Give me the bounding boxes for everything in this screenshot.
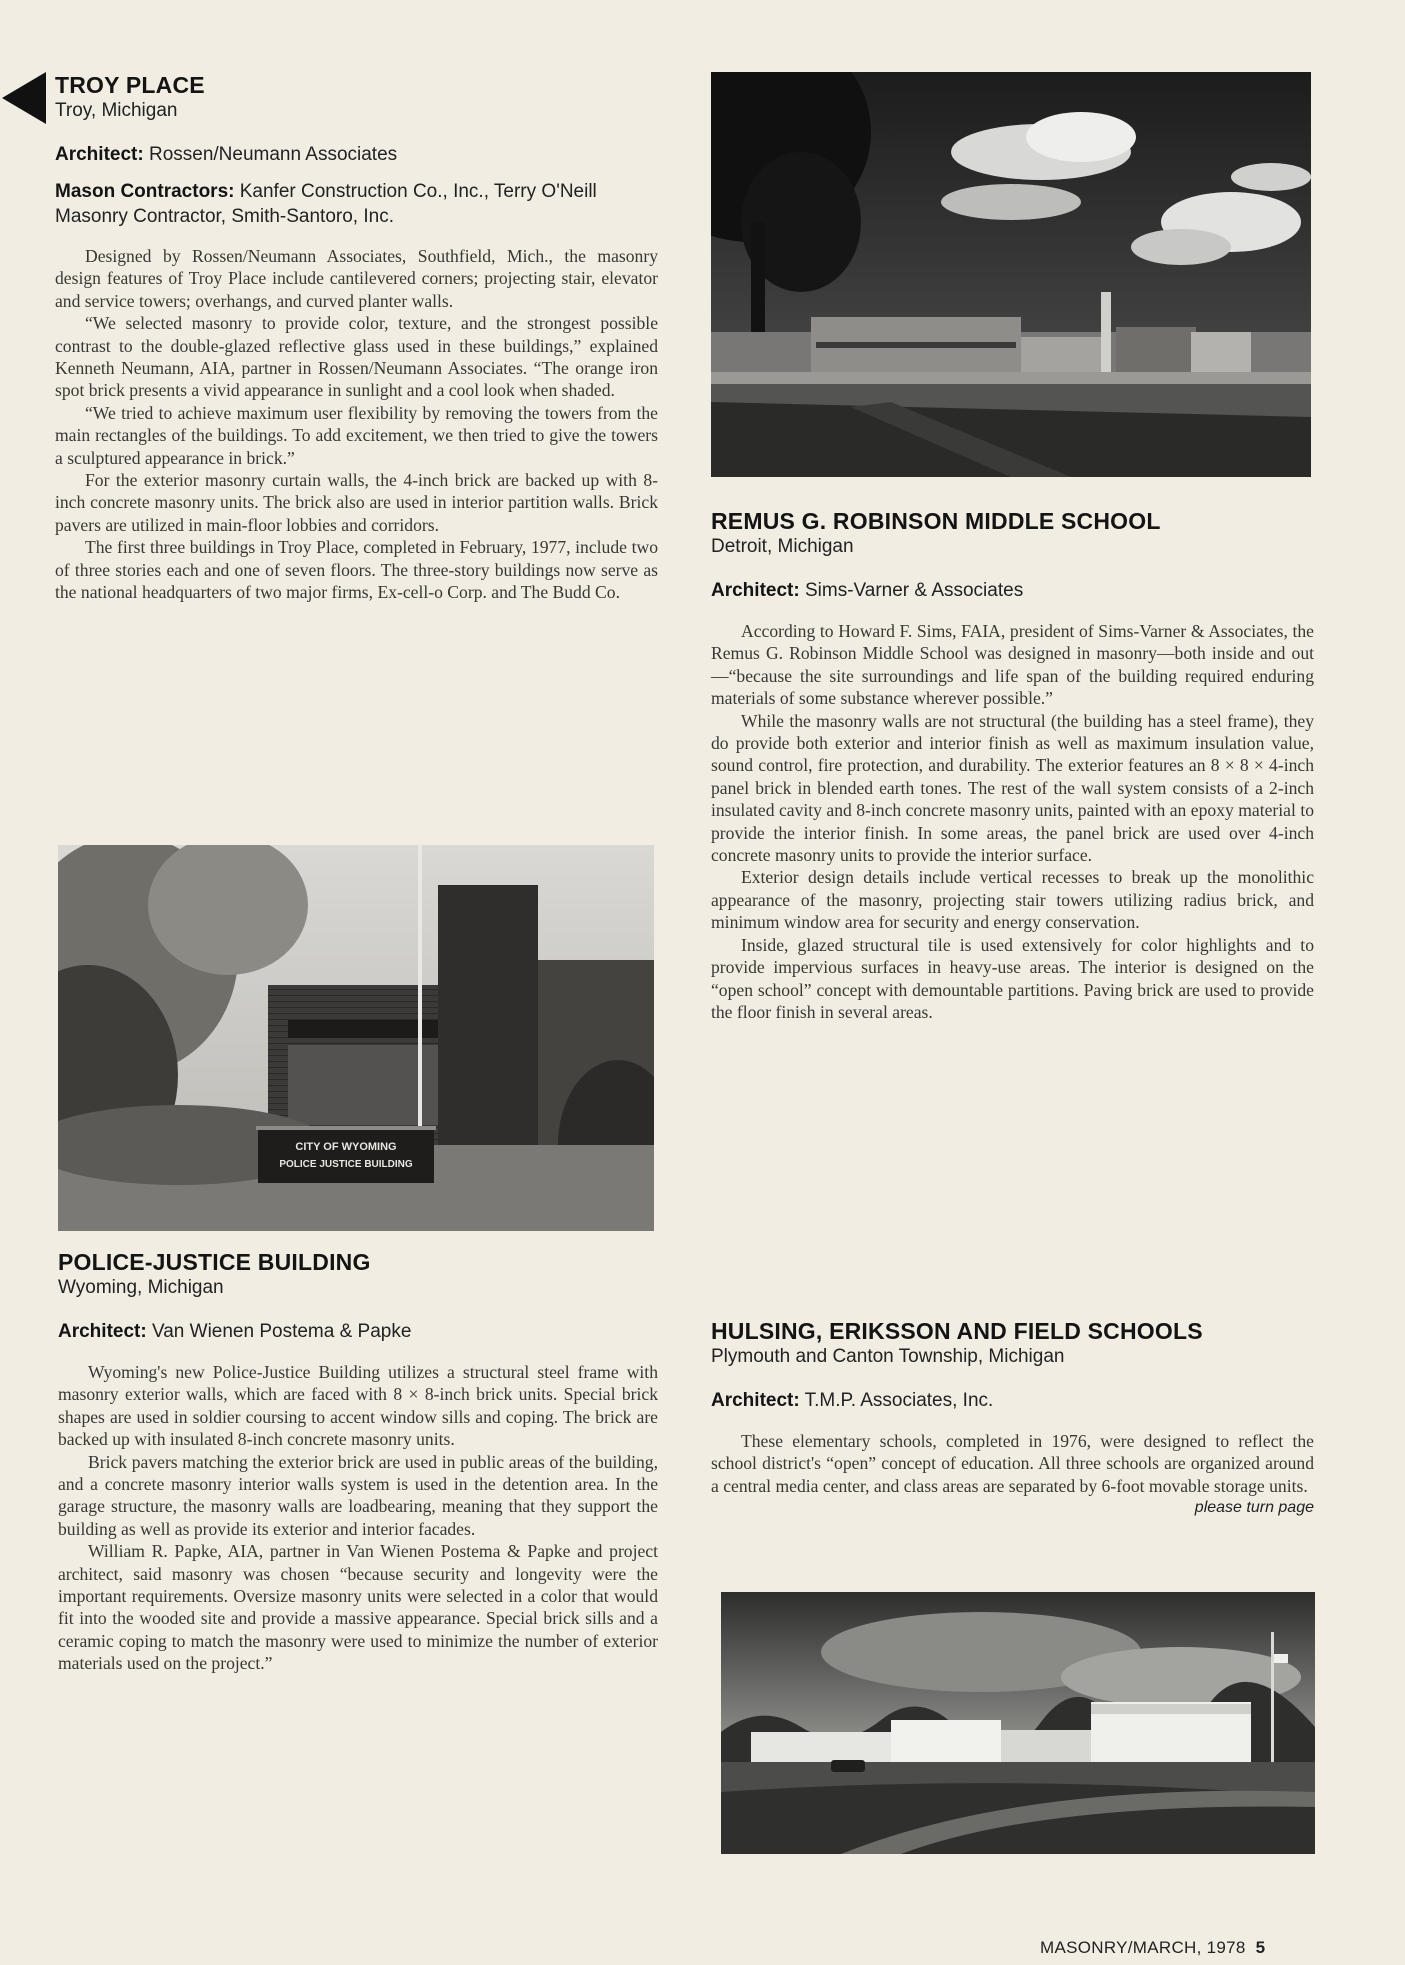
troy-place-article [55, 72, 658, 604]
paragraph: According to Howard F. Sims, FAIA, president of Sims-Varner & Associates, the Remus G. Robinson Middle School was designed in masonry—both inside and out—“because the site surroundings and life span of the building required enduring materials of some substance wherever possible.” [711, 621, 1314, 709]
article-body [58, 1361, 658, 1675]
article-title: HULSING, ERIKSSON AND FIELD SCHOOLS [711, 1318, 1203, 1344]
hulsing-schools-photo [721, 1592, 1315, 1854]
article-title: TROY PLACE [55, 72, 205, 98]
article-location: Troy, Michigan [55, 100, 178, 121]
police-justice-photo [58, 845, 654, 1231]
paragraph: “We tried to achieve maximum user flexibility by removing the towers from the main rectangles of the buildings. To add excitement, we then tried to give the towers a sculptured appearance in brick.” [55, 402, 658, 468]
article-title: REMUS G. ROBINSON MIDDLE SCHOOL [711, 508, 1161, 534]
article-body [711, 1430, 1314, 1517]
article-body [711, 620, 1314, 1023]
paragraph: Wyoming's new Police-Justice Building utilizes a structural steel frame with masonry exterior walls, which are faced with 8 × 8-inch brick units. Special brick shapes are used in soldier coursing to accent window sills and coping. The brick are backed up with insulated 8-inch concrete masonry units. [58, 1362, 658, 1450]
hulsing-photo-graphic [721, 1592, 1315, 1854]
article-location: Plymouth and Canton Township, Michigan [711, 1346, 1065, 1367]
article-title: POLICE-JUSTICE BUILDING [58, 1249, 371, 1275]
remus-robinson-article [711, 508, 1314, 1023]
paragraph: “We selected masonry to provide color, texture, and the strongest possible contrast to the double-glazed reflective glass used in these buildings,” explained Kenneth Neumann, AIA, partner in Rossen/Neumann Associates. “The orange iron spot brick presents a vivid appearance in sunlight and a cool look when shaded. [55, 313, 658, 401]
police-justice-article [58, 1249, 658, 1675]
remus-photo-graphic [711, 72, 1311, 477]
page-number: 5 [1255, 1938, 1266, 1957]
turn-page-note: please turn page [1194, 1499, 1314, 1517]
paragraph: Exterior design details include vertical recesses to break up the monolithic appearance of the masonry, projecting stair towers utilizing radius brick, and minimum window area for security and energy conservation. [711, 867, 1314, 933]
paragraph: Designed by Rossen/Neumann Associates, Southfield, Mich., the masonry design features of Troy Place include cantilevered corners; projecting stair, elevator and service towers; overhangs, and curved planter walls. [55, 246, 658, 311]
architect-credit: Architect: T.M.P. Associates, Inc. [711, 1390, 994, 1411]
sign-text-line1: CITY OF WYOMING [295, 1141, 397, 1153]
publication-line: MASONRY/MARCH, 1978 [1040, 1938, 1246, 1957]
article-location: Wyoming, Michigan [58, 1277, 224, 1298]
paragraph: While the masonry walls are not structural (the building has a steel frame), they do provide both exterior and interior finish as well as maximum insulation value, sound control, fire protection, and durability. The exterior features an 8 × 8 × 4-inch panel brick in blended earth tones. The rest of the wall system consists of a 2-inch insulated cavity and 8-inch concrete masonry units, painted with an epoxy material to provide the interior finish. In some areas, the panel brick are used over 4-inch concrete masonry units to provide the interior surface. [711, 710, 1314, 866]
paragraph: For the exterior masonry curtain walls, the 4-inch brick are backed up with 8-inch concrete masonry units. The brick also are used in interior partition walls. Brick pavers are utilized in main-floor lobbies and corridors. [55, 470, 658, 535]
paragraph: Brick pavers matching the exterior brick are used in public areas of the building, and a concrete masonry interior walls system is used in the detention area. In the garage structure, the masonry walls are loadbearing, meaning that they support the building as well as provide its exterior and interior facades. [58, 1451, 658, 1539]
architect-credit: Architect: Sims-Varner & Associates [711, 580, 1024, 601]
article-location: Detroit, Michigan [711, 536, 854, 557]
paragraph: These elementary schools, completed in 1976, were designed to reflect the school district's “open” concept of education. All three schools are organized around a central media center, and class areas are separated by 6-foot movable storage units. please turn page [711, 1430, 1314, 1497]
paragraph: Inside, glazed structural tile is used extensively for color highlights and to provide impervious surfaces in heavy-use areas. The interior is designed on the “open school” concept with demountable partitions. Paving brick are used to provide the floor finish in several areas. [711, 934, 1314, 1022]
remus-robinson-photo [711, 72, 1311, 477]
architect-credit: Architect: Van Wienen Postema & Papke [58, 1321, 412, 1342]
section-arrow-icon [2, 72, 46, 124]
page-footer [1040, 1938, 1265, 1958]
architect-credit: Architect: Rossen/Neumann Associates [55, 144, 398, 165]
paragraph: The first three buildings in Troy Place, completed in February, 1977, include two of three stories each and one of seven floors. The three-story buildings now serve as the national headquarters of two major firms, Ex-cell-o Corp. and The Budd Co. [55, 537, 658, 603]
police-photo-graphic [58, 845, 654, 1231]
mason-credit: Mason Contractors: Kanfer Construction Co., Inc., Terry O'Neill Masonry Contractor, Smith-Santoro, Inc. [55, 181, 597, 227]
article-body [55, 245, 658, 604]
sign-text-line2: POLICE JUSTICE BUILDING [279, 1159, 413, 1170]
hulsing-eriksson-field-article [711, 1318, 1314, 1520]
paragraph: William R. Papke, AIA, partner in Van Wienen Postema & Papke and project architect, said masonry was chosen “because security and longevity were the important requirements. Oversize masonry units were selected in a color that would fit into the wooded site and provide a massive appearance. Special brick sills and a ceramic coping to match the masonry were used to minimize the number of exterior materials used on the project.” [58, 1541, 658, 1674]
